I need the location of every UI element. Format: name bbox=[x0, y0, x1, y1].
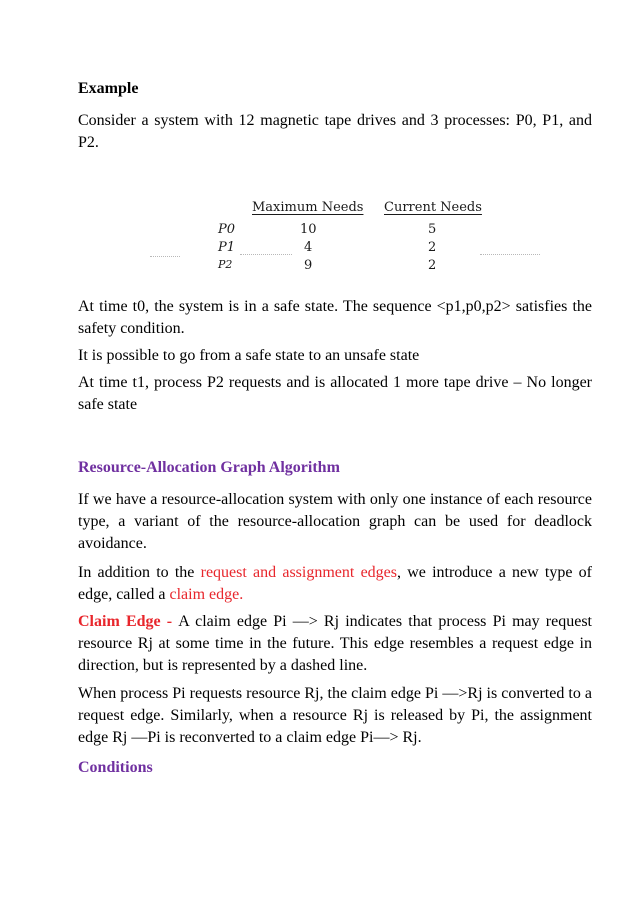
leader-dots bbox=[480, 254, 540, 255]
row-p2-max: 9 bbox=[304, 258, 313, 273]
leader-dots bbox=[240, 254, 292, 255]
text-run: In addition to the bbox=[78, 564, 201, 581]
row-p1-max: 4 bbox=[304, 240, 313, 255]
claim-edge-definition-para bbox=[78, 611, 592, 677]
claim-edge-intro-para bbox=[78, 562, 592, 606]
row-p0-process: P0 bbox=[218, 222, 236, 237]
row-p1-current: 2 bbox=[428, 240, 437, 255]
claim-edge-conversion-para: When process Pi requests resource Rj, the claim edge Pi —>Rj is converted to a request edge. Similarly, when a resource Rj is released by Pi, the assignment edge Rj —Pi is reconverted to a claim edge Pi—> Rj. bbox=[78, 685, 592, 746]
text-run: A claim edge Pi —> Rj indicates that process Pi may request resource Rj at some time in the future. This edge resembles a request edge in direction, but is represented by a dashed line. bbox=[78, 613, 592, 674]
row-p0-max: 10 bbox=[300, 222, 317, 237]
text-run: , we introduce a new type of edge, called a bbox=[78, 564, 592, 603]
needs-table bbox=[218, 194, 598, 284]
example-heading: Example bbox=[78, 80, 139, 97]
rag-heading: Resource-Allocation Graph Algorithm bbox=[78, 459, 340, 476]
header-current-needs: Current Needs bbox=[384, 200, 482, 215]
leader-dots bbox=[150, 256, 180, 257]
row-p0-current: 5 bbox=[428, 222, 437, 237]
unsafe-transition-para: It is possible to go from a safe state to an unsafe state bbox=[78, 347, 420, 364]
header-maximum-needs: Maximum Needs bbox=[252, 200, 364, 215]
rag-intro-para: If we have a resource-allocation system with only one instance of each resource type, a variant of the resource-allocation graph can be used for deadlock avoidance. bbox=[78, 491, 592, 552]
request-assignment-edges-highlight: request and assignment edges bbox=[200, 564, 397, 581]
conditions-heading: Conditions bbox=[78, 759, 153, 776]
claim-edge-label: Claim Edge - bbox=[78, 613, 179, 630]
claim-edge-highlight: claim edge. bbox=[169, 586, 244, 603]
row-p1-process: P1 bbox=[218, 240, 236, 255]
row-p2-process: P2 bbox=[218, 258, 233, 271]
p2-request-para: At time t1, process P2 requests and is allocated 1 more tape drive – No longer safe state bbox=[78, 374, 592, 413]
example-intro: Consider a system with 12 magnetic tape drives and 3 processes: P0, P1, and P2. bbox=[78, 112, 592, 151]
safe-state-para: At time t0, the system is in a safe state. The sequence <p1,p0,p2> satisfies the safety condition. bbox=[78, 298, 592, 337]
row-p2-current: 2 bbox=[428, 258, 437, 273]
